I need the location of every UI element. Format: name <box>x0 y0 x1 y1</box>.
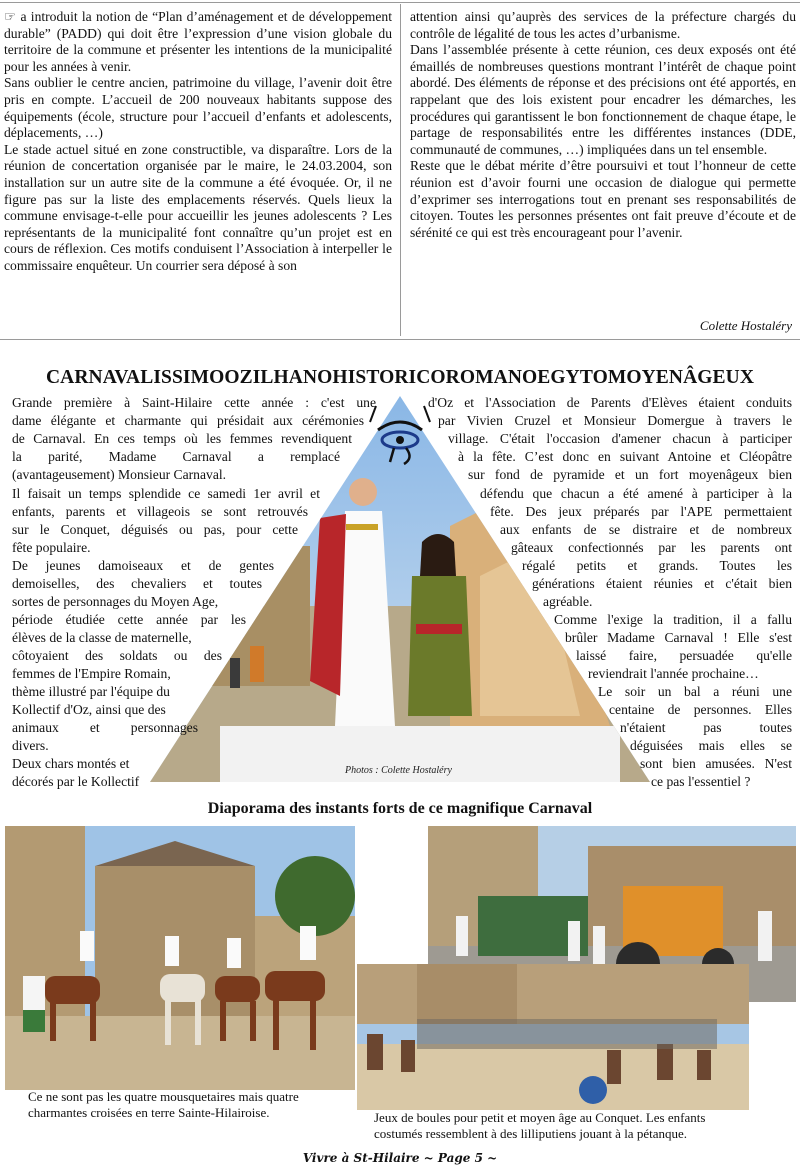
photo-credit: Photos : Colette Hostaléry <box>345 765 452 776</box>
text-line: centaine de personnes. Elles <box>609 702 792 717</box>
text-line: générations étaient réunies et c'était bien <box>532 576 792 591</box>
text-line: De jeunes damoiseaux et de gentes <box>12 558 274 573</box>
text-line: agréable. <box>543 594 593 609</box>
boules-photo <box>357 964 749 1110</box>
text-line: à la fête. C’est donc en suivant Antoine et Cléopâtre <box>458 449 792 464</box>
text-line: sur fond de pyramide et un fort moyenâgeux bien <box>468 467 792 482</box>
paragraph: Dans l’assemblée présente à cette réunion, ces deux exposés ont été émaillés de nombreuses questions montrant l’intérêt de chaque point abordé. Des éléments de réponse et des précisions ont été apportés, en rappelant que des lois existent pour encadrer les démarches, les procédures qui garantissent le bon fonctionnement de chaque étape, le partage de responsabilités entre les différentes instances (DDE, communauté de communes, …) impliquées dans un tel ensemble. <box>410 42 796 157</box>
text-line: Grande première à Saint-Hilaire cette année : c'est une <box>12 395 376 410</box>
text-line: enfants, parents et villageois se sont retrouvés <box>12 504 308 519</box>
text-line: reviendrait l'année prochaine… <box>588 666 759 681</box>
text-line: dame élégante et charmante qui présidait aux cérémonies <box>12 413 364 428</box>
text-line: régalé petits et grands. Toutes les <box>522 558 792 573</box>
paragraph: ☞ a introduit la notion de “Plan d’aménagement et de développement durable” (PADD) qui doit être l’expression d’une vision globale du territoire de la commune et présenter les intentions de la municipalité pour les années à venir. <box>4 9 392 74</box>
text-line: sur le Conquet, déguisés ou pas, pour cette <box>12 522 298 537</box>
paragraph: Sans oublier le centre ancien, patrimoine du village, l’avenir doit être pris en compte. L’accueil de 200 nouveaux habitants suppose des équipements (école, structure pour l’accueil d’enfants et adolescents, déplacements, …) <box>4 75 392 141</box>
text-line: déguisées mais elles se <box>630 738 792 753</box>
text-line: divers. <box>12 738 49 753</box>
text-line: Comme l'exige la tradition, il a fallu <box>554 612 792 627</box>
text-line: Il faisait un temps splendide ce samedi 1er avril et <box>12 486 320 501</box>
text-line: sortes de personnages du Moyen Age, <box>12 594 219 609</box>
text-line: (avantageusement) Monsieur Carnaval. <box>12 467 227 482</box>
text-line: par Vivien Cruzel et Monsieur Domergue à travers le <box>438 413 792 428</box>
caption-horses: Ce ne sont pas les quatre mousquetaires mais quatre charmantes croisées en terre Sainte-Hilairoise. <box>28 1089 299 1120</box>
paragraph: Le stade actuel situé en zone constructible, va disparaître. Lors de la réunion de concertation organisée par le maire, le 24.03.2004, son installation sur un autre site de la commune a été évoquée. Or, il ne figure pas sur la liste des emplacements réservés. Quels lieux la commune envisage-t-elle pour accueillir les jeunes adolescents ? Les représentants de la municipalité font connaître qu’un projet est en cours de réflexion. Ces motifs conduisent l’Association à interpeller le commissaire enquêteur. Un courrier sera déposé à son <box>4 141 392 273</box>
text-line: brûler Madame Carnaval ! Elle s'est <box>565 630 792 645</box>
text-line: thème illustré par l'équipe du <box>12 684 170 699</box>
text-line: élèves de la classe de maternelle, <box>12 630 192 645</box>
article-title: CARNAVALISSIMOOZILHANOHISTORICOROMANOEGYTOMOYENÂGEUX <box>45 367 755 388</box>
top-rule <box>0 2 800 3</box>
text-line: Kollectif d'Oz, ainsi que des <box>12 702 166 717</box>
text-line: demoiselles, des chevaliers et toutes <box>12 576 262 591</box>
text-line: laissé faire, persuadée qu'elle <box>576 648 792 663</box>
text-line: n'étaient pas toutes <box>620 720 792 735</box>
text-line: femmes de l'Empire Romain, <box>12 666 171 681</box>
text-line: ce pas l'essentiel ? <box>651 774 751 789</box>
text-line: d'Oz et l'Association de Parents d'Elèves étaient conduits <box>428 395 792 410</box>
page-footer: Vivre à St-Hilaire ~ Page 5 ~ <box>302 1151 498 1165</box>
paragraph: attention ainsi qu’auprès des services de la préfecture chargés du contrôle de légalité de tous les actes d’urbanisme. <box>410 9 796 41</box>
horses-photo <box>5 826 355 1090</box>
signature: Colette Hostaléry <box>699 318 792 333</box>
text-line: fête. Des jeux préparés par l'APE permettaient <box>490 504 792 519</box>
text-line: aux enfants de se distraire et de nombreux <box>500 522 792 537</box>
text-line: gâteaux confectionnés par les parents ont <box>511 540 792 555</box>
text-line: côtoyaient des soldats ou des <box>12 648 222 663</box>
text-line: Le soir un bal a réuni une <box>598 684 792 699</box>
text-line: décorés par le Kollectif <box>12 774 140 789</box>
text-line: défendu que chacun a été amené à participer à la <box>480 486 792 501</box>
text-line: sont bien amusées. N'est <box>640 756 792 771</box>
text-line: Deux chars montés et <box>12 756 130 771</box>
text-line: la parité, Madame Carnaval a remplacé <box>12 449 340 464</box>
top-bottom-rule <box>0 339 800 340</box>
caption-boules: Jeux de boules pour petit et moyen âge au Conquet. Les enfants costumés ressemblent à des lilliputiens jouant à la pétanque. <box>374 1110 706 1141</box>
text-line: animaux et personnages <box>12 720 198 735</box>
text-line: période étudiée cette année par les <box>12 612 246 627</box>
column-divider <box>400 4 401 336</box>
text-line: village. C'était l'occasion d'amener chacun à participer <box>448 431 792 446</box>
text-line: de Carnaval. En ces temps où les femmes revendiquent <box>12 431 352 446</box>
diaporama-title: Diaporama des instants forts de ce magnifique Carnaval <box>207 800 593 817</box>
text-line: fête populaire. <box>12 540 91 555</box>
top-left-column <box>4 9 392 275</box>
top-right-column <box>410 9 796 241</box>
paragraph: Reste que le débat mérite d’être poursuivi et tout l’honneur de cette réunion est d’avoir fourni une occasion de dialogue qui permette d’exprimer ses interrogations tout en prenant ses responsabilités de citoyen. Toutes les personnes présentes ont fait preuve d’écoute et de sérénité ce qui est très encourageant pour l’avenir. <box>410 158 796 240</box>
